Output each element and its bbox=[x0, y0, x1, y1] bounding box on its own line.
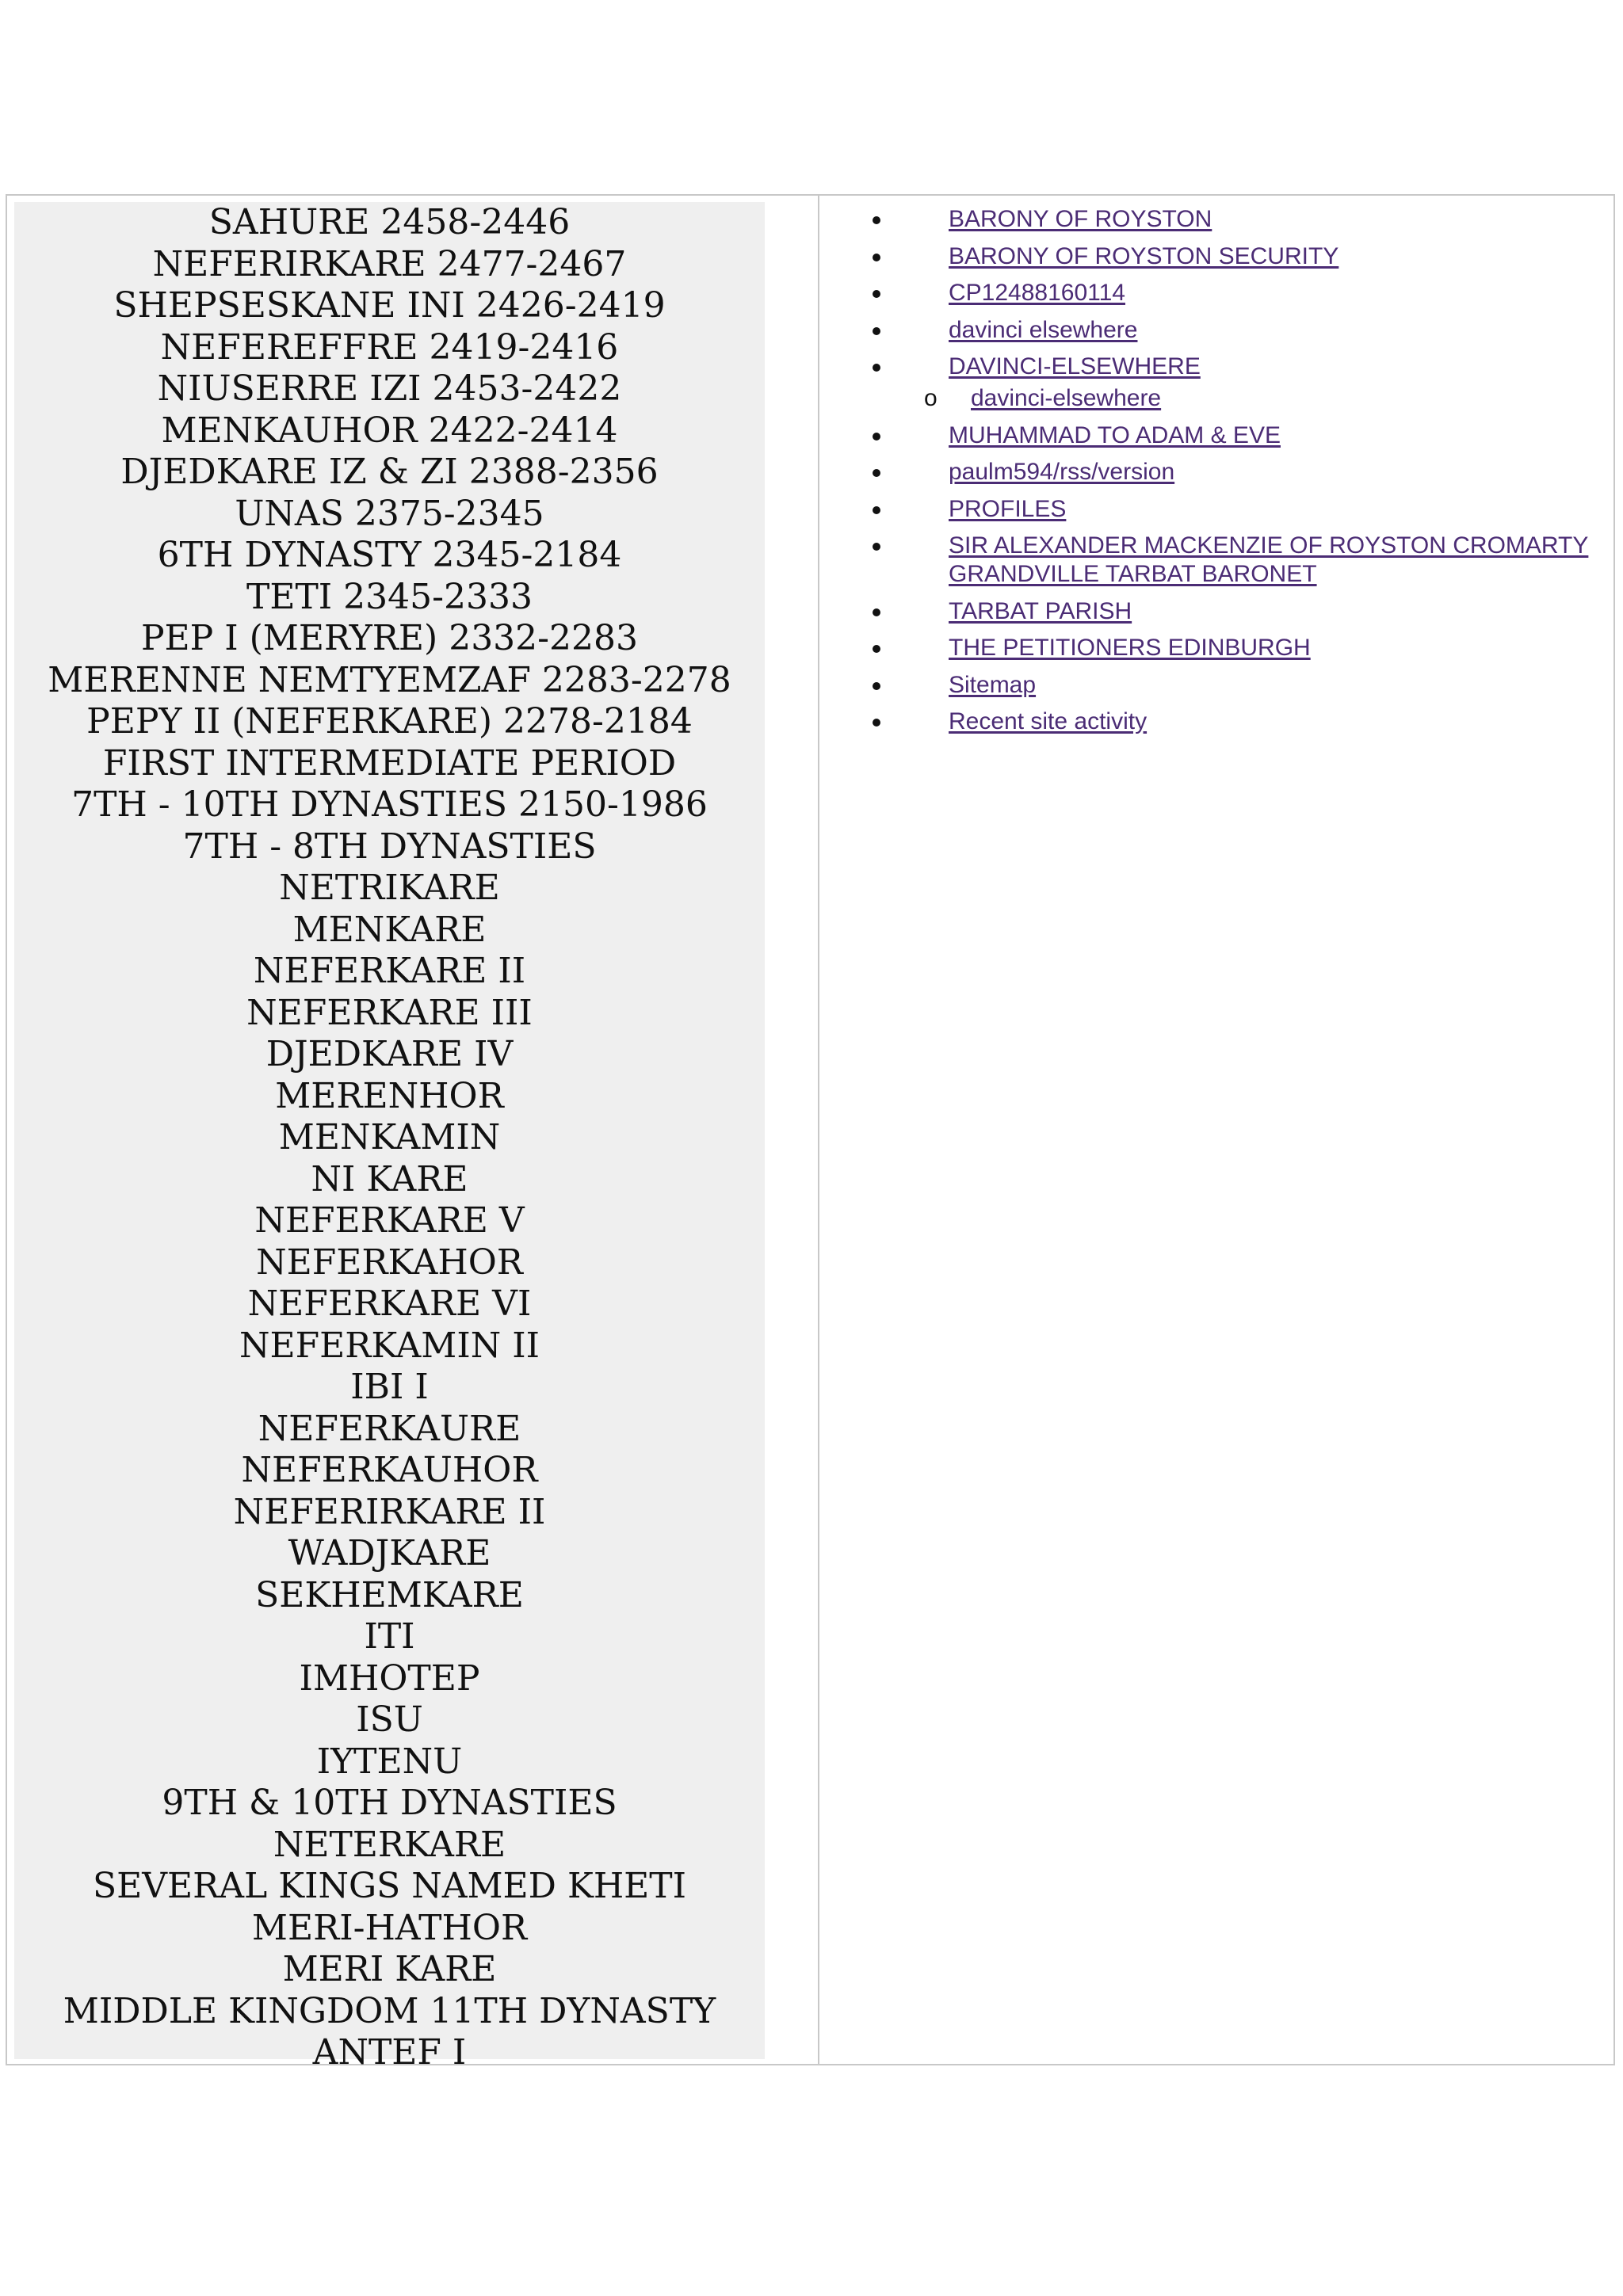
link-cp12488160114[interactable]: CP12488160114 bbox=[949, 280, 1125, 306]
link-muhammad-to-adam-eve[interactable]: MUHAMMAD TO ADAM & EVE bbox=[949, 421, 1281, 448]
list-item: MENKAUHOR 2422-2414 bbox=[161, 410, 618, 451]
hollow-bullet-icon: o bbox=[924, 385, 938, 411]
bullet-icon bbox=[873, 327, 880, 335]
link-davinci-elsewhere-lower[interactable]: davinci elsewhere bbox=[949, 316, 1138, 343]
link-tarbat-parish[interactable]: TARBAT PARISH bbox=[949, 597, 1132, 624]
link-item-tarbat-parish bbox=[873, 597, 1614, 626]
list-item: MERENNE NEMTYEMZAF 2283-2278 bbox=[48, 659, 731, 700]
list-item: ANTEF I bbox=[312, 2032, 467, 2073]
list-item: ITI bbox=[364, 1616, 415, 1657]
list-item: NETERKARE bbox=[273, 1824, 506, 1865]
list-item: SAHURE 2458-2446 bbox=[208, 202, 571, 242]
link-item-petitioners-edinburgh bbox=[873, 634, 1614, 662]
list-item: NEFERKAURE bbox=[258, 1408, 521, 1449]
bullet-icon bbox=[873, 433, 880, 441]
site-links-cell bbox=[823, 196, 1613, 2064]
list-item: PEPY II (NEFERKARE) 2278-2184 bbox=[86, 701, 693, 742]
bullet-icon bbox=[873, 216, 880, 224]
bullet-icon bbox=[873, 364, 880, 372]
list-item: 9TH & 10TH DYNASTIES bbox=[162, 1783, 617, 1823]
list-item: NEFERKAHOR bbox=[256, 1241, 523, 1283]
list-item: IBI I bbox=[350, 1367, 429, 1407]
kings-list bbox=[14, 202, 765, 2074]
link-davinci-elsewhere-upper[interactable]: DAVINCI-ELSEWHERE bbox=[949, 353, 1201, 379]
link-item-sitemap bbox=[873, 671, 1614, 700]
link-rss-version[interactable]: paulm594/rss/version bbox=[949, 459, 1175, 485]
link-barony-of-royston-security[interactable]: BARONY OF ROYSTON SECURITY bbox=[949, 242, 1339, 269]
list-item: DJEDKARE IZ & ZI 2388-2356 bbox=[120, 452, 659, 492]
list-item: WADJKARE bbox=[288, 1533, 491, 1573]
link-petitioners-edinburgh[interactable]: THE PETITIONERS EDINBURGH bbox=[949, 635, 1311, 661]
list-item: UNAS 2375-2345 bbox=[235, 493, 544, 534]
list-item: NEFERKARE V bbox=[254, 1200, 525, 1241]
kings-list-panel bbox=[14, 202, 765, 2073]
list-item: SHEPSESKANE INI 2426-2419 bbox=[113, 285, 666, 326]
list-item: MERENHOR bbox=[275, 1075, 504, 1116]
link-item-profiles bbox=[873, 495, 1614, 524]
list-item: SEKHEMKARE bbox=[255, 1574, 524, 1615]
bullet-icon bbox=[873, 469, 880, 477]
list-item: SEVERAL KINGS NAMED KHETI bbox=[92, 1866, 687, 1906]
bullet-icon bbox=[873, 290, 880, 298]
list-item: NEFERKARE II bbox=[253, 951, 526, 991]
list-item: 7TH - 8TH DYNASTIES bbox=[182, 826, 597, 867]
list-item: NETRIKARE bbox=[279, 868, 500, 908]
link-item-cp12488160114 bbox=[873, 279, 1614, 307]
link-profiles[interactable]: PROFILES bbox=[949, 495, 1067, 522]
list-item: MIDDLE KINGDOM 11TH DYNASTY bbox=[63, 1990, 716, 2031]
link-item-sir-alexander-mackenzie bbox=[873, 532, 1614, 589]
list-item: NEFEREFFRE 2419-2416 bbox=[160, 326, 619, 368]
list-item: NEFERKAMIN II bbox=[239, 1325, 540, 1366]
list-item: NEFERIRKARE II bbox=[233, 1491, 546, 1532]
list-item: NEFERIRKARE 2477-2467 bbox=[152, 243, 627, 284]
link-item-davinci-elsewhere-upper bbox=[873, 353, 1614, 413]
list-item: PEP I (MERYRE) 2332-2283 bbox=[140, 618, 639, 658]
kings-list-cell bbox=[7, 196, 822, 2073]
list-item: ISU bbox=[356, 1699, 423, 1740]
link-item-davinci-elsewhere-lower bbox=[873, 316, 1614, 345]
sub-link-item bbox=[873, 384, 1614, 413]
content-table bbox=[6, 194, 1615, 2073]
list-item: FIRST INTERMEDIATE PERIOD bbox=[102, 742, 677, 784]
site-links-list bbox=[873, 205, 1614, 745]
link-barony-of-royston[interactable]: BARONY OF ROYSTON bbox=[949, 206, 1212, 232]
list-item: IMHOTEP bbox=[299, 1657, 480, 1699]
link-item-recent-site-activity bbox=[873, 707, 1614, 736]
bullet-icon bbox=[873, 682, 880, 690]
list-item: DJEDKARE IV bbox=[265, 1034, 514, 1074]
list-item: IYTENU bbox=[316, 1741, 463, 1782]
link-davinci-elsewhere-sub[interactable]: davinci-elsewhere bbox=[971, 385, 1162, 411]
link-item-barony-of-royston bbox=[873, 205, 1614, 234]
link-sitemap[interactable]: Sitemap bbox=[949, 671, 1037, 698]
list-item: 6TH DYNASTY 2345-2184 bbox=[157, 535, 622, 575]
list-item: 7TH - 10TH DYNASTIES 2150-1986 bbox=[71, 784, 708, 825]
link-item-barony-of-royston-security bbox=[873, 242, 1614, 271]
bullet-icon bbox=[873, 719, 880, 727]
list-item: TETI 2345-2333 bbox=[246, 576, 533, 617]
list-item: NIUSERRE IZI 2453-2422 bbox=[157, 368, 622, 409]
bullet-icon bbox=[873, 254, 880, 261]
list-item: NI KARE bbox=[311, 1158, 468, 1199]
bullet-icon bbox=[873, 543, 880, 551]
list-item: NEFERKARE VI bbox=[247, 1283, 532, 1324]
link-recent-site-activity[interactable]: Recent site activity bbox=[949, 708, 1148, 734]
bullet-icon bbox=[873, 506, 880, 514]
link-item-rss-version bbox=[873, 458, 1614, 486]
list-item: MENKARE bbox=[292, 909, 487, 950]
list-item: NEFERKAUHOR bbox=[241, 1450, 538, 1490]
list-item: MENKAMIN bbox=[278, 1117, 501, 1158]
list-item: MERI KARE bbox=[282, 1949, 497, 1989]
link-sir-alexander-mackenzie[interactable]: SIR ALEXANDER MACKENZIE OF ROYSTON CROMARTY GRANDVILLE TARBAT BARONET bbox=[949, 532, 1589, 587]
bullet-icon bbox=[873, 608, 880, 616]
list-item: NEFERKARE III bbox=[246, 992, 533, 1033]
bullet-icon bbox=[873, 645, 880, 653]
column-divider bbox=[818, 196, 819, 2064]
link-item-muhammad-to-adam-eve bbox=[873, 421, 1614, 450]
list-item: MERI-HATHOR bbox=[251, 1907, 528, 1948]
sub-links-list bbox=[924, 384, 1614, 413]
